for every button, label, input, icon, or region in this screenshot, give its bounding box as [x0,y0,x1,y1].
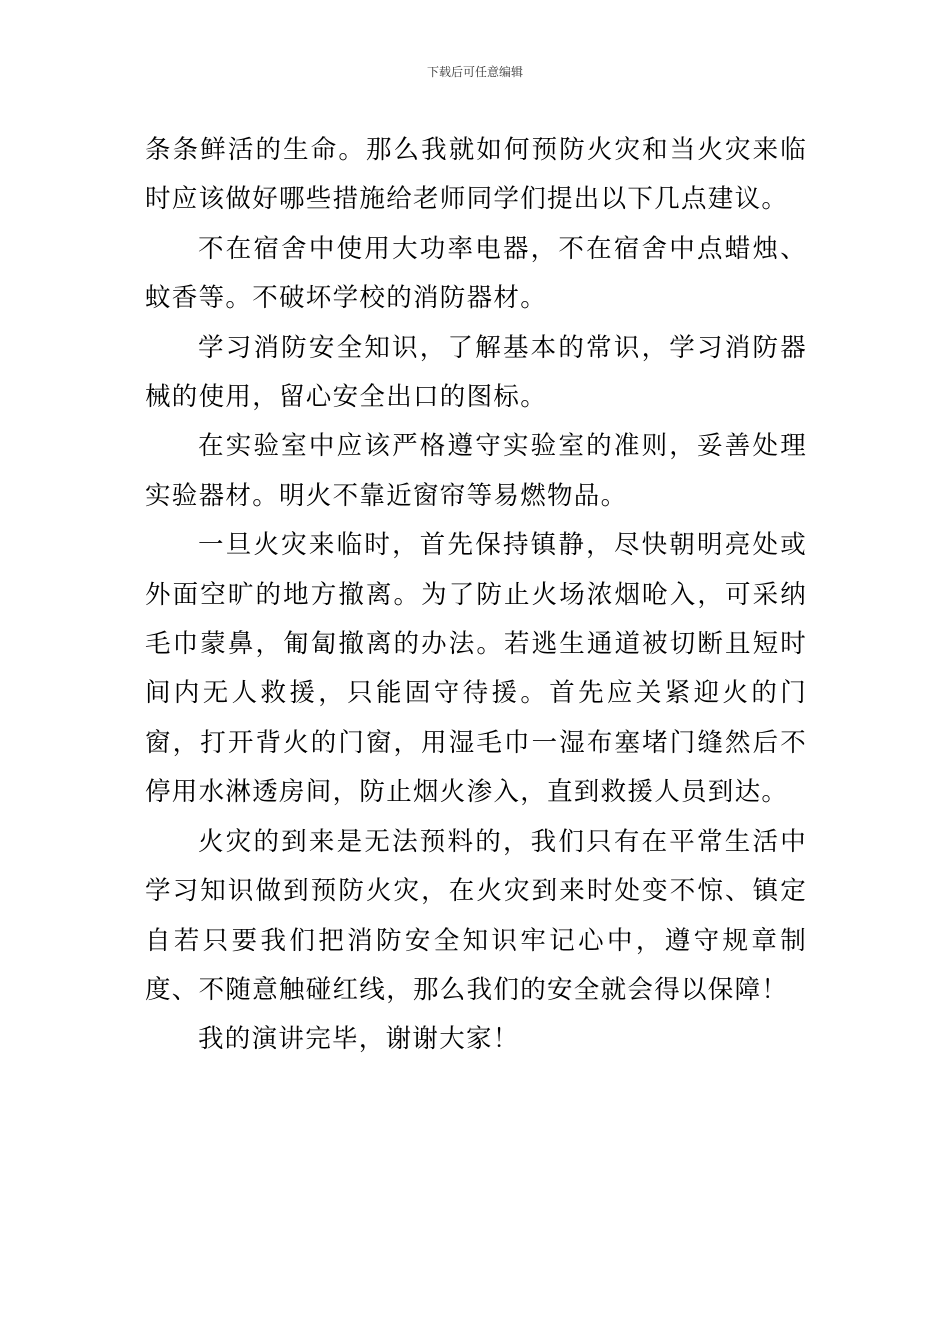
paragraph-3: 学习消防安全知识，了解基本的常识，学习消防器械的使用，留心安全出口的图标。 [145,332,807,413]
header-note: 下载后可任意编辑 [426,65,523,79]
paragraph-6: 火灾的到来是无法预料的，我们只有在平常生活中学习知识做到预防火灾，在火灾到来时处变不惊、镇定自若只要我们把消防安全知识牢记心中，遵守规章制度、不随意触碰红线，那么我们的安全就会得以保障！ [145,826,807,1005]
paragraph-7: 我的演讲完毕，谢谢大家！ [198,1024,520,1055]
paragraph-2: 不在宿舍中使用大功率电器，不在宿舍中点蜡烛、蚊香等。不破坏学校的消防器材。 [145,233,807,314]
paragraph-5: 一旦火灾来临时，首先保持镇静，尽快朝明亮处或外面空旷的地方撤离。为了防止火场浓烟呛入，可采纳毛巾蒙鼻，匍匐撤离的办法。若逃生通道被切断且短时间内无人救援，只能固守待援。首先应关紧迎火的门窗，打开背火的门窗，用湿毛巾一湿布塞堵门缝然后不停用水淋透房间，防止烟火渗入，直到救援人员到达。 [145,530,807,808]
document-body [145,126,807,1065]
paragraph-1: 条条鲜活的生命。那么我就如何预防火灾和当火灾来临时应该做好哪些措施给老师同学们提出以下几点建议。 [145,135,807,215]
paragraph-4: 在实验室中应该严格遵守实验室的准则，妥善处理实验器材。明火不靠近窗帘等易燃物品。 [145,431,807,511]
